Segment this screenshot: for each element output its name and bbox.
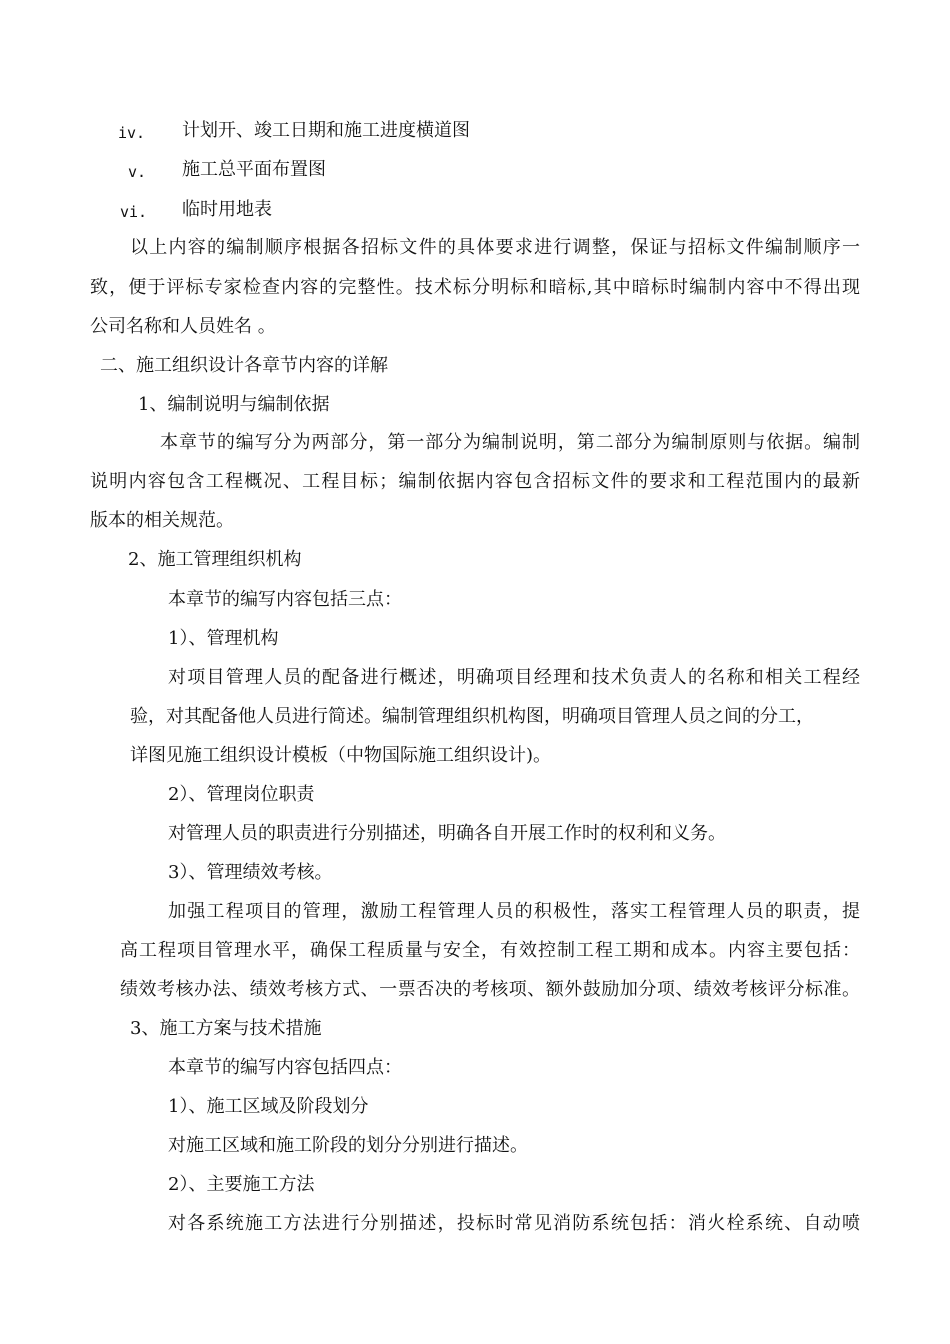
s2-sub1-title: 1）、管理机构 [168,628,279,649]
intro-paragraph-line-2: 致，便于评标专家检查内容的完整性。技术标分明标和暗标,其中暗标时编制内容中不得出现 [90,277,860,298]
list-marker-vi: vi. [120,203,148,221]
s1-paragraph-line-2: 说明内容包含工程概况、工程目标；编制依据内容包含招标文件的要求和工程范围内的最新 [90,471,860,492]
list-item-schedule: 计划开、竣工日期和施工进度横道图 [182,120,470,141]
s3-sub2-title: 2）、主要施工方法 [168,1174,315,1195]
s2-sub1-paragraph-line-1: 对项目管理人员的配备进行概述，明确项目经理和技术负责人的名称和相关工程经 [168,667,860,688]
s2-sub1-paragraph-line-2: 验，对其配备他人员进行简述。编制管理组织机构图，明确项目管理人员之间的分工， [130,706,814,727]
s3-sub2-paragraph: 对各系统施工方法进行分别描述，投标时常见消防系统包括：消火栓系统、自动喷 [168,1213,860,1234]
s3-heading: 3、施工方案与技术措施 [130,1018,322,1039]
s2-sub3-paragraph-line-2: 高工程项目管理水平，确保工程质量与安全，有效控制工程工期和成本。内容主要包括： [120,940,860,961]
s2-sub2-title: 2）、管理岗位职责 [168,784,315,805]
s3-sub1-title: 1）、施工区域及阶段划分 [168,1096,369,1117]
s3-sub1-paragraph: 对施工区域和施工阶段的划分分别进行描述。 [168,1135,528,1156]
s1-heading: 1、编制说明与编制依据 [138,394,330,415]
s1-paragraph-line-1: 本章节的编写分为两部分，第一部分为编制说明，第二部分为编制原则与依据。编制 [160,432,860,453]
list-item-temp-land: 临时用地表 [182,199,272,220]
s2-sub3-paragraph-line-3: 绩效考核办法、绩效考核方式、一票否决的考核项、额外鼓励加分项、绩效考核评分标准。 [120,979,860,1000]
section-heading: 二、施工组织设计各章节内容的详解 [100,355,388,376]
s2-sub1-paragraph-line-3: 详图见施工组织设计模板（中物国际施工组织设计)。 [130,745,552,766]
s3-intro: 本章节的编写内容包括四点： [168,1057,402,1078]
intro-paragraph-line-3: 公司名称和人员姓名 。 [90,316,276,337]
s2-sub3-paragraph-line-1: 加强工程项目的管理，激励工程管理人员的积极性，落实工程管理人员的职责，提 [168,901,860,922]
list-item-site-plan: 施工总平面布置图 [182,159,326,180]
s2-sub3-title: 3）、管理绩效考核。 [168,862,333,883]
s2-heading: 2、施工管理组织机构 [128,549,302,570]
s1-paragraph-line-3: 版本的相关规范。 [90,510,234,531]
list-marker-iv: iv. [118,124,146,142]
s2-sub2-paragraph: 对管理人员的职责进行分别描述，明确各自开展工作时的权利和义务。 [168,823,726,844]
intro-paragraph-line-1: 以上内容的编制顺序根据各招标文件的具体要求进行调整，保证与招标文件编制顺序一 [130,237,860,258]
list-marker-v: v. [128,163,147,181]
s2-intro: 本章节的编写内容包括三点： [168,589,402,610]
